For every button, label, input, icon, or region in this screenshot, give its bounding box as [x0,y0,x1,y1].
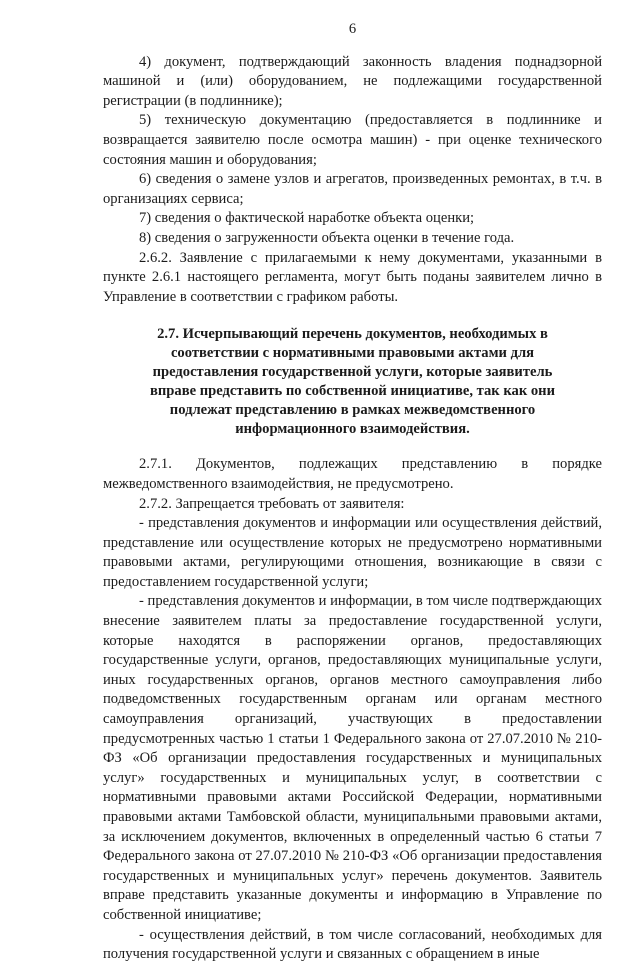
clause-2-6-2: 2.6.2. Заявление с прилагаемыми к нему документами, указанными в пункте 2.6.1 настоящего регламента, могут быть поданы заявителем лично в Управление в соответствии с графиком работы. [103,249,602,305]
list-item-8-workload-info: 8) сведения о загруженности объекта оценки в течение года. [139,229,515,246]
list-item-5-technical-documentation: 5) техническую документацию (предоставляется в подлиннике и возвращается заявителю после осмотра машин) - при оценке технического состояния машин и оборудования; [103,112,602,168]
list-item-6-replacement-info: 6) сведения о замене узлов и агрегатов, произведенных ремонтах, в т.ч. в организациях сервиса; [103,171,602,207]
prohibition-item-actions: - представления документов и информации или осуществления действий, представление или осуществление которых не предусмотрено нормативными правовыми актами, регулирующими отношения, возникающие в связи с предоставлением государственной услуги; [103,515,602,590]
section-heading-2-7: 2.7. Исчерпывающий перечень документов, необходимых в соответствии с нормативными правовыми актами для предоставления государственной услуги, которые заявитель вправе представить по собственной инициативе, так как они подлежат представлению в рамках межведомственного информационного взаимодействия. [150,326,555,438]
prohibition-item-approvals: - осуществления действий, в том числе согласований, необходимых для получения государственной услуги и связанных с обращением в иные [103,926,602,963]
list-item-7-operating-time: 7) сведения о фактической наработке объекта оценки; [139,210,475,227]
prohibition-item-documents: - представления документов и информации, в том числе подтверждающих внесение заявителем платы за предоставление государственной услуги, которые находятся в распоряжении органов, предоставляющих государственные услуги, органов, предоставляющих муниципальные услуги, иных государственных органов, органов местного самоуправления либо подведомственных государственным органам или органам местного самоуправления организаций, участвующих в предоставлении предусмотренных частью 1 статьи 1 Федерального закона от 27.07.2010 № 210-ФЗ «Об организации предоставления государственных и муниципальных услуг» государственных и муниципальных услуг, в соответствии с нормативными правовыми актами Российской Федерации, нормативными правовыми актами Тамбовской области, муниципальными правовыми актами, за исключением документов, включенных в определенный частью 6 статьи 7 Федерального закона от 27.07.2010 № 210-ФЗ «Об организации предоставления государственных и муниципальных услуг» перечень документов. Заявитель вправе представить указанные документы и информацию в Управление по собственной инициативе; [103,593,602,923]
clause-2-7-2: 2.7.2. Запрещается требовать от заявителя: [139,495,405,512]
page-number: 6 [348,21,357,37]
list-item-4-document-ownership: 4) документ, подтверждающий законность владения поднадзорной машиной и (или) оборудованием, не подлежащими государственной регистрации (в подлиннике); [103,53,602,109]
clause-2-7-1: 2.7.1. Документов, подлежащих представлению в порядке межведомственного взаимодействия, не предусмотрено. [103,456,602,492]
